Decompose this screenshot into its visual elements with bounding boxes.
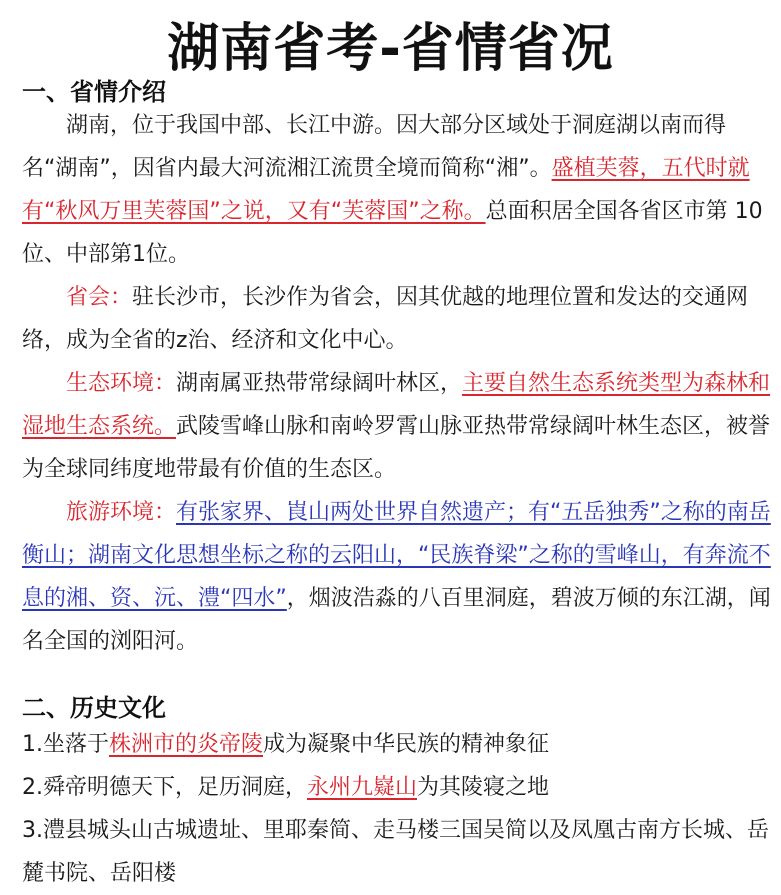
overview-highlight: 盛植芙蓉，五代时就有“秋风万里芙蓉国”之说，又有“芙蓉国”之称。 [22, 156, 750, 224]
overview-text: 湖南，位于我国中部、长江中游。因大部分区域处于洞庭湖以南而得名“湖南”，因省内最大河流湘江流贯全境而简称“湘”。 [22, 113, 727, 181]
tourism-highlight: 有张家界、崀山两处世界自然遗产；有“五岳独秀”之称的南岳衡山；湖南文化思想坐标之称的云阳山，“民族脊梁”之称的雪峰山，有奔流不息的湘、资、沅、澧“四水” [22, 500, 771, 611]
tourism-label: 旅游环境： [66, 500, 177, 525]
item-highlight: 永州九嶷山 [307, 775, 418, 800]
page-title: 湖南省考-省情省况 [167, 19, 614, 79]
capital-label: 省会： [66, 285, 133, 310]
list-item [22, 766, 774, 809]
section-heading-history: 二、历史文化 [22, 694, 166, 722]
item-highlight: 株洲市的炎帝陵 [109, 732, 264, 757]
paragraph-ecology [22, 362, 774, 491]
ecology-label: 生态环境： [66, 371, 177, 396]
capital-text: 驻长沙市，长沙作为省会，因其优越的地理位置和发达的交通网络，成为全省的z治、经济和文化中心。 [22, 285, 749, 353]
item-text: 1.坐落于 [22, 732, 109, 757]
item-text: 3.澧县城头山古城遗址、里耶秦简、走马楼三国吴简以及凤凰古南方长城、岳麓书院、岳阳楼 [22, 818, 769, 886]
item-suffix: 为其陵寝之地 [417, 775, 550, 800]
paragraph-tourism [22, 491, 774, 663]
list-item [22, 723, 774, 766]
item-text: 2.舜帝明德天下，足历洞庭， [22, 775, 307, 800]
overview-area: 总面积居全国各省区市第 10 位、中部第1位。 [22, 199, 763, 267]
paragraph-overview [22, 104, 774, 276]
paragraph-capital [22, 276, 774, 362]
list-item [22, 809, 774, 895]
ecology-highlight: 主要自然生态系统类型为森林和湿地生态系统。 [22, 371, 771, 439]
tourism-text: ，烟波浩淼的八百里洞庭，碧波万倾的东江湖，闻名全国的浏阳河。 [22, 586, 771, 654]
ecology-text: 湖南属亚热带常绿阔叶林区， [176, 371, 463, 396]
item-suffix: 成为凝聚中华民族的精神象征 [263, 732, 550, 757]
ecology-detail: 武陵雪峰山脉和南岭罗霄山脉亚热带常绿阔叶林生态区，被誉为全球同纬度地带最有价值的生态区。 [22, 414, 771, 482]
section-heading-intro: 一、省情介绍 [22, 78, 166, 106]
